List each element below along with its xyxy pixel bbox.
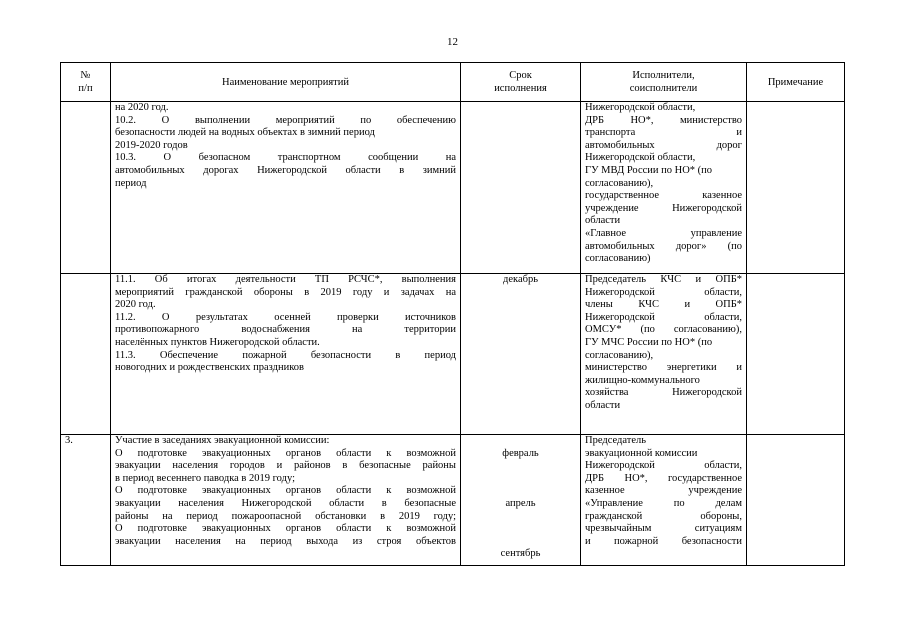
executor-line: Нижегородской области,	[585, 152, 696, 164]
executor-line: согласованию),	[585, 177, 654, 189]
executor-line: согласованию)	[585, 253, 651, 265]
name-line: 2020 год.	[115, 299, 156, 311]
executor-line: «Главное управление	[585, 227, 742, 239]
name-line: 2019-2020 годов	[115, 139, 188, 151]
executor-line: «Управление по делам	[585, 497, 742, 509]
executor-line: государственное казенное	[585, 190, 742, 202]
name-line: О подготовке эвакуационных органов области к возможной	[115, 447, 456, 459]
name-line: Участие в заседаниях эвакуационной комиссии:	[115, 435, 330, 446]
table-row	[61, 274, 845, 435]
row-executors	[581, 102, 747, 274]
table-row	[61, 435, 845, 566]
executor-line: жилищно-коммунального	[585, 374, 700, 386]
executor-line: автомобильных дорог	[585, 139, 742, 151]
name-line: новогодних и рождественских праздников	[115, 362, 304, 374]
name-line: эвакуации населения Нижегородской области в безопасные	[115, 497, 456, 509]
executor-line: автомобильных дорог» (по	[585, 240, 742, 252]
events-table	[60, 62, 845, 566]
name-line: период	[115, 177, 147, 189]
executor-line: ОМСУ* (по согласованию),	[585, 324, 742, 336]
header-number	[61, 63, 111, 102]
name-line: населённых пунктов Нижегородской области.	[115, 336, 320, 348]
executor-line: чрезвычайным ситуациям	[585, 523, 742, 535]
row-note	[747, 435, 845, 566]
table-header-row	[61, 63, 845, 102]
name-line: 11.1. Об итогах деятельности ТП РСЧС*, выполнения	[115, 274, 456, 285]
executor-line: казенное учреждение	[585, 485, 742, 497]
name-line: безопасности людей на водных объектах в зимний период	[115, 127, 375, 139]
executor-line: Председатель КЧС и ОПБ*	[585, 274, 742, 285]
term-april: апрель	[505, 497, 536, 509]
row-name	[111, 274, 461, 435]
executor-line: ДРБ НО*, государственное	[585, 472, 742, 484]
name-line: О подготовке эвакуационных органов области к возможной	[115, 523, 456, 535]
row-note	[747, 102, 845, 274]
executor-line: Председатель	[585, 435, 647, 446]
executor-line: ДРБ НО*, министерство	[585, 114, 742, 126]
row-number: 3.	[61, 435, 111, 566]
row-executors	[581, 435, 747, 566]
name-line: эвакуации населения на период выхода из строя объектов	[115, 535, 456, 547]
executor-line: области	[585, 399, 621, 411]
executor-line: хозяйства Нижегородской	[585, 387, 742, 399]
executor-line: Нижегородской области,	[585, 286, 742, 298]
name-line: О подготовке эвакуационных органов области к возможной	[115, 485, 456, 497]
header-executors	[581, 63, 747, 102]
executor-line: Нижегородской области,	[585, 311, 742, 323]
name-line: 10.3. О безопасном транспортном сообщении на	[115, 152, 456, 164]
header-term-line: исполнения	[494, 83, 547, 94]
header-term	[461, 63, 581, 102]
executor-line: эвакуационной комиссии	[585, 447, 698, 459]
page-number: 12	[447, 36, 458, 48]
name-line: 11.2. О результатах осенней проверки источников	[115, 311, 456, 323]
executor-line: министерство энергетики и	[585, 362, 742, 374]
name-line: мероприятий гражданской обороны в 2019 году и задачах на	[115, 286, 456, 298]
name-line: в период весеннего паводка в 2019 году;	[115, 472, 295, 484]
row-number	[61, 102, 111, 274]
executor-line: учреждение Нижегородской	[585, 202, 742, 214]
executor-line: и пожарной безопасности	[585, 535, 742, 547]
header-note: Примечание	[747, 63, 845, 102]
row-term: декабрь	[461, 274, 581, 435]
name-line: противопожарного водоснабжения на территории	[115, 324, 456, 336]
name-line: автомобильных дорогах Нижегородской области в зимний	[115, 164, 456, 176]
executor-line: согласованию),	[585, 349, 654, 361]
name-line: 10.2. О выполнении мероприятий по обеспечению	[115, 114, 456, 126]
executor-line: члены КЧС и ОПБ*	[585, 299, 742, 311]
header-executors-line: соисполнители	[629, 83, 698, 94]
term-february: февраль	[502, 447, 539, 459]
executor-line: ГУ МВД России по НО* (по	[585, 164, 713, 176]
row-executors	[581, 274, 747, 435]
executor-line: ГУ МЧС России по НО* (по	[585, 336, 713, 348]
executor-line: транспорта и	[585, 127, 742, 139]
row-terms	[461, 435, 581, 566]
header-executors-line: Исполнители,	[632, 70, 695, 81]
executor-line: Нижегородской области,	[585, 102, 696, 113]
row-note	[747, 274, 845, 435]
row-name	[111, 102, 461, 274]
name-line: районы на период пожароопасной обстановки в 2019 году;	[115, 510, 456, 522]
name-line: 11.3. Обеспечение пожарной безопасности в период	[115, 349, 456, 361]
term-september: сентябрь	[500, 548, 541, 560]
executor-line: гражданской обороны,	[585, 510, 742, 522]
executor-line: Нижегородской области,	[585, 460, 742, 472]
row-term	[461, 102, 581, 274]
header-number-line: п/п	[78, 83, 93, 94]
row-number	[61, 274, 111, 435]
table-row	[61, 102, 845, 274]
executor-line: области	[585, 215, 621, 227]
name-line: на 2020 год.	[115, 102, 169, 113]
name-line: эвакуации населения городов и районов в безопасные районы	[115, 460, 456, 472]
header-name: Наименование мероприятий	[111, 63, 461, 102]
header-number-line: №	[80, 70, 91, 81]
header-term-line: Срок	[509, 70, 532, 81]
row-name	[111, 435, 461, 566]
